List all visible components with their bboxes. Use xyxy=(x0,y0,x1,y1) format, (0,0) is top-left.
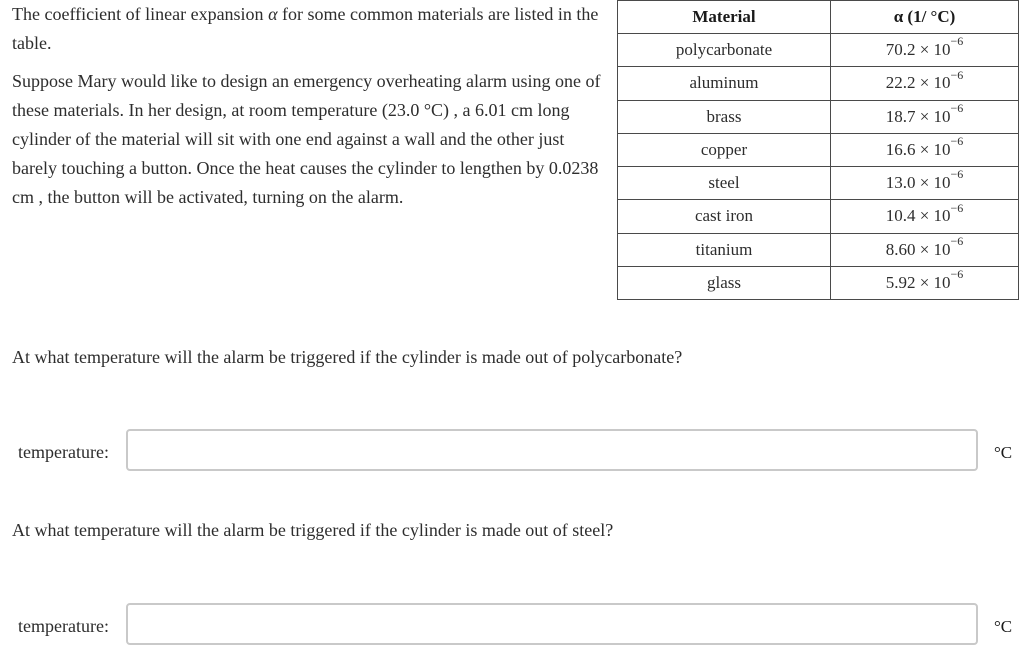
header-alpha: α (1/ °C) xyxy=(831,1,1019,34)
intro-paragraph-2: Suppose Mary would like to design an emergency overheating alarm using one of these materials. In her design, at room temperature (23.0 °C) , a 6.01 cm long cylinder of the material will sit with one end against a wall and the other just barely touching a button. Once the heat causes the cylinder to lengthen by 0.0238 cm , the button will be activated, turning on the alarm. xyxy=(12,71,601,207)
question-polycarbonate: At what temperature will the alarm be triggered if the cylinder is made out of polycarbonate? xyxy=(12,347,683,367)
intro-paragraph-1 xyxy=(12,0,608,58)
coefficient-cell: $10.4 \times 10^{-6}$ xyxy=(831,200,1019,233)
material-cell: aluminum xyxy=(618,67,831,100)
table-header-row xyxy=(618,1,1019,34)
temperature-label-1: temperature: xyxy=(18,442,109,462)
temperature-input-polycarbonate[interactable] xyxy=(126,429,978,471)
alpha-symbol: α xyxy=(268,4,278,24)
material-cell: copper xyxy=(618,133,831,166)
table-row xyxy=(618,133,1019,166)
intro-text-1a: The coefficient of linear expansion xyxy=(12,4,269,24)
material-cell: cast iron xyxy=(618,200,831,233)
material-cell: glass xyxy=(618,266,831,299)
question-steel: At what temperature will the alarm be triggered if the cylinder is made out of steel? xyxy=(12,520,614,540)
material-cell: titanium xyxy=(618,233,831,266)
temperature-input-steel[interactable] xyxy=(126,603,978,645)
temperature-label-2: temperature: xyxy=(18,616,109,636)
coefficient-cell: $18.7 \times 10^{-6}$ xyxy=(831,100,1019,133)
material-cell: polycarbonate xyxy=(618,34,831,67)
unit-celsius-2: °C xyxy=(994,617,1013,636)
coefficient-cell: $70.2 \times 10^{-6}$ xyxy=(831,34,1019,67)
table-row xyxy=(618,100,1019,133)
table-row xyxy=(618,233,1019,266)
problem-intro xyxy=(12,0,608,212)
expansion-coefficient-table xyxy=(617,0,1019,300)
coefficient-cell: $13.0 \times 10^{-6}$ xyxy=(831,167,1019,200)
coefficient-cell: $5.92 \times 10^{-6}$ xyxy=(831,266,1019,299)
header-material: Material xyxy=(618,1,831,34)
table-row xyxy=(618,266,1019,299)
material-cell: brass xyxy=(618,100,831,133)
table-row xyxy=(618,167,1019,200)
coefficient-cell: $22.2 \times 10^{-6}$ xyxy=(831,67,1019,100)
table-row xyxy=(618,67,1019,100)
table-row xyxy=(618,34,1019,67)
material-cell: steel xyxy=(618,167,831,200)
table-row xyxy=(618,200,1019,233)
intro-text-1b: for some common materials are listed in the table. xyxy=(12,4,599,53)
unit-celsius-1: °C xyxy=(994,443,1013,462)
table-body xyxy=(618,34,1019,300)
coefficient-cell: $8.60 \times 10^{-6}$ xyxy=(831,233,1019,266)
coefficient-cell: $16.6 \times 10^{-6}$ xyxy=(831,133,1019,166)
